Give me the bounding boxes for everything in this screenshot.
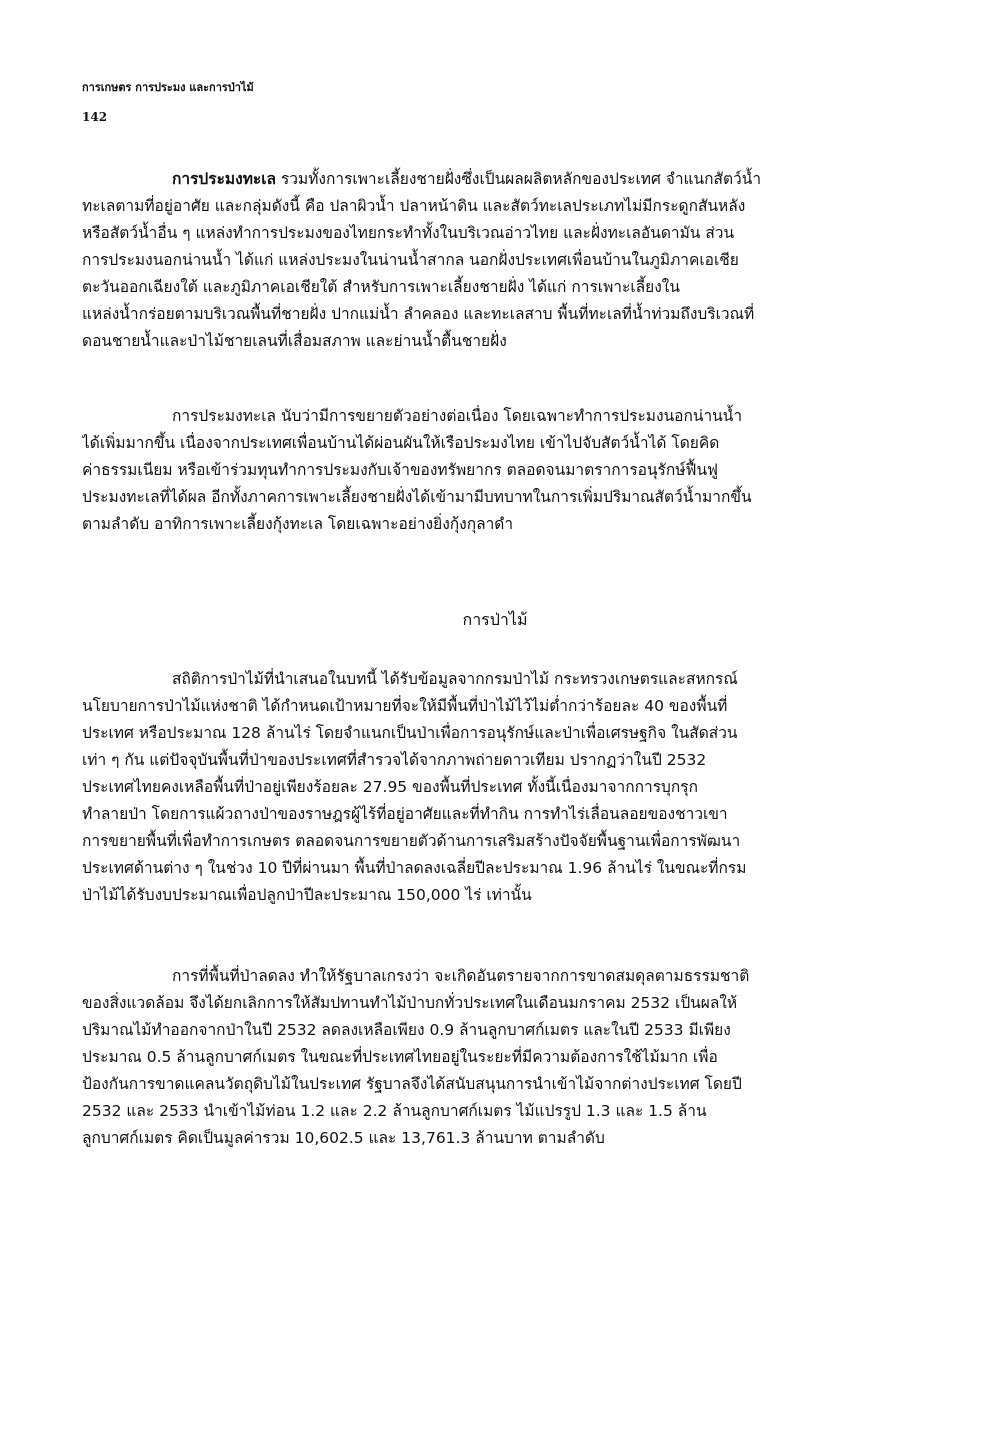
lead-term: การประมงทะเล xyxy=(172,170,277,188)
paragraph-line: การที่พื้นที่ป่าลดลง ทำให้รัฐบาลเกรงว่า จะเกิดอันตรายจากการขาดสมดุลตามธรรมชาติ xyxy=(172,967,750,985)
paragraph-line: ปริมาณไม้ทำออกจากป่าในปี 2532 ลดลงเหลือเพียง 0.9 ล้านลูกบาศก์เมตร และในปี 2533 มีเพียง xyxy=(82,1021,731,1039)
running-header: การเกษตร การประมง และการป่าไม้ xyxy=(82,81,254,94)
page-number: 142 xyxy=(82,110,108,124)
paragraph-line: ตะวันออกเฉียงใต้ และภูมิภาคเอเชียใต้ สำหรับการเพาะเลี้ยงชายฝั่ง ได้แก่ การเพาะเลี้ยงใน xyxy=(82,278,680,296)
paragraph-line: ลูกบาศก์เมตร คิดเป็นมูลค่ารวม 10,602.5 และ 13,761.3 ล้านบาท ตามลำดับ xyxy=(82,1129,605,1147)
paragraph-fisheries xyxy=(82,166,920,355)
paragraph-line: ประเทศ หรือประมาณ 128 ล้านไร่ โดยจำแนกเป็นป่าเพื่อการอนุรักษ์และป่าเพื่อเศรษฐกิจ ในสัดส่วน xyxy=(82,724,738,742)
paragraph-line: ค่าธรรมเนียม หรือเข้าร่วมทุนทำการประมงกับเจ้าของทรัพยากร ตลอดจนมาตราการอนุรักษ์ฟื้นฟู xyxy=(82,461,719,479)
paragraph-line: ป่าไม้ได้รับงบประมาณเพื่อปลูกป่าปีละประมาณ 150,000 ไร่ เท่านั้น xyxy=(82,886,532,904)
paragraph-line: ประมงทะเลที่ได้ผล อีกทั้งภาคการเพาะเลี้ยงชายฝั่งได้เข้ามามีบทบาทในการเพิ่มปริมาณสัตว์น้ำมากขึ้น xyxy=(82,488,752,506)
paragraph-line: การประมงทะเล นับว่ามีการขยายตัวอย่างต่อเนื่อง โดยเฉพาะทำการประมงนอกน่านน้ำ xyxy=(172,407,743,425)
paragraph-line: ของสิ่งแวดล้อม จึงได้ยกเลิกการให้สัมปทานทำไม้ป่าบกทั่วประเทศในเดือนมกราคม 2532 เป็นผลให้ xyxy=(82,994,738,1012)
paragraph-line: การขยายพื้นที่เพื่อทำการเกษตร ตลอดจนการขยายตัวด้านการเสริมสร้างปัจจัยพื้นฐานเพื่อการพัฒนา xyxy=(82,832,741,850)
paragraph-line: ทำลายป่า โดยการแผ้วถางป่าของราษฎรผู้ไร้ที่อยู่อาศัยและที่ทำกิน การทำไร่เลื่อนลอยของชาวเขา xyxy=(82,805,728,823)
paragraph-line: ดอนชายน้ำและป่าไม้ชายเลนที่เสื่อมสภาพ และย่านน้ำตื้นชายฝั่ง xyxy=(82,332,507,350)
paragraph-line: ได้เพิ่มมากขึ้น เนื่องจากประเทศเพื่อนบ้านได้ผ่อนผันให้เรือประมงไทย เข้าไปจับสัตว์น้ำได้ โดยคิด xyxy=(82,434,720,452)
paragraph-forestry-policy xyxy=(82,963,920,1152)
paragraph-line: สถิติการป่าไม้ที่นำเสนอในบทนี้ ได้รับข้อมูลจากกรมป่าไม้ กระทรวงเกษตรและสหกรณ์ xyxy=(172,670,738,688)
paragraph-line: ตามลำดับ อาทิการเพาะเลี้ยงกุ้งทะเล โดยเฉพาะอย่างยิ่งกุ้งกุลาดำ xyxy=(82,515,514,533)
paragraph-line: ประมาณ 0.5 ล้านลูกบาศก์เมตร ในขณะที่ประเทศไทยอยู่ในระยะที่มีความต้องการใช้ไม้มาก เพื่อ xyxy=(82,1048,718,1066)
paragraph-line: เท่า ๆ กัน แต่ปัจจุบันพื้นที่ป่าของประเทศที่สำรวจได้จากภาพถ่ายดาวเทียม ปรากฏว่าในปี 2532 xyxy=(82,751,707,769)
paragraph-line: ประเทศไทยคงเหลือพื้นที่ป่าอยู่เพียงร้อยละ 27.95 ของพื้นที่ประเทศ ทั้งนี้เนื่องมาจากการบุกรุก xyxy=(82,778,698,796)
paragraph-line: การประมงนอกน่านน้ำ ได้แก่ แหล่งประมงในน่านน้ำสากล นอกฝั่งประเทศเพื่อนบ้านในภูมิภาคเอเชีย xyxy=(82,251,739,269)
paragraph-line: หรือสัตว์น้ำอื่น ๆ แหล่งทำการประมงของไทยกระทำทั้งในบริเวณอ่าวไทย และฝั่งทะเลอันดามัน ส่วน xyxy=(82,224,735,242)
section-title: การป่าไม้ xyxy=(462,610,528,629)
paragraph-line: ประเทศด้านต่าง ๆ ในช่วง 10 ปีที่ผ่านมา พื้นที่ป่าลดลงเฉลี่ยปีละประมาณ 1.96 ล้านไร่ ในขณะที่กรม xyxy=(82,859,747,877)
paragraph-line: การประมงทะเล รวมทั้งการเพาะเลี้ยงชายฝั่งซึ่งเป็นผลผลิตหลักของประเทศ จำแนกสัตว์น้ำ xyxy=(172,170,762,188)
paragraph-line: ทะเลตามที่อยู่อาศัย และกลุ่มดังนี้ คือ ปลาผิวน้ำ ปลาหน้าดิน และสัตว์ทะเลประเภทไม่มีกระดูกสันหลัง xyxy=(82,197,746,215)
paragraph-forestry-stats xyxy=(82,666,920,909)
paragraph-line: 2532 และ 2533 นำเข้าไม้ท่อน 1.2 และ 2.2 ล้านลูกบาศก์เมตร ไม้แปรรูป 1.3 และ 1.5 ล้าน xyxy=(82,1102,707,1120)
paragraph-line: ป้องกันการขาดแคลนวัตถุดิบไม้ในประเทศ รัฐบาลจึงได้สนับสนุนการนำเข้าไม้จากต่างประเทศ โดยปี xyxy=(82,1075,742,1093)
paragraph-line: นโยบายการป่าไม้แห่งชาติ ได้กำหนดเป้าหมายที่จะให้มีพื้นที่ป่าไม้ไว้ไม่ต่ำกว่าร้อยละ 40 ของพื้นที่ xyxy=(82,697,728,715)
paragraph-fisheries-growth xyxy=(82,403,920,538)
paragraph-line: แหล่งน้ำกร่อยตามบริเวณพื้นที่ชายฝั่ง ปากแม่น้ำ ลำคลอง และทะเลสาบ พื้นที่ทะเลที่น้ำท่วมถึงบริเวณที่ xyxy=(82,305,755,323)
